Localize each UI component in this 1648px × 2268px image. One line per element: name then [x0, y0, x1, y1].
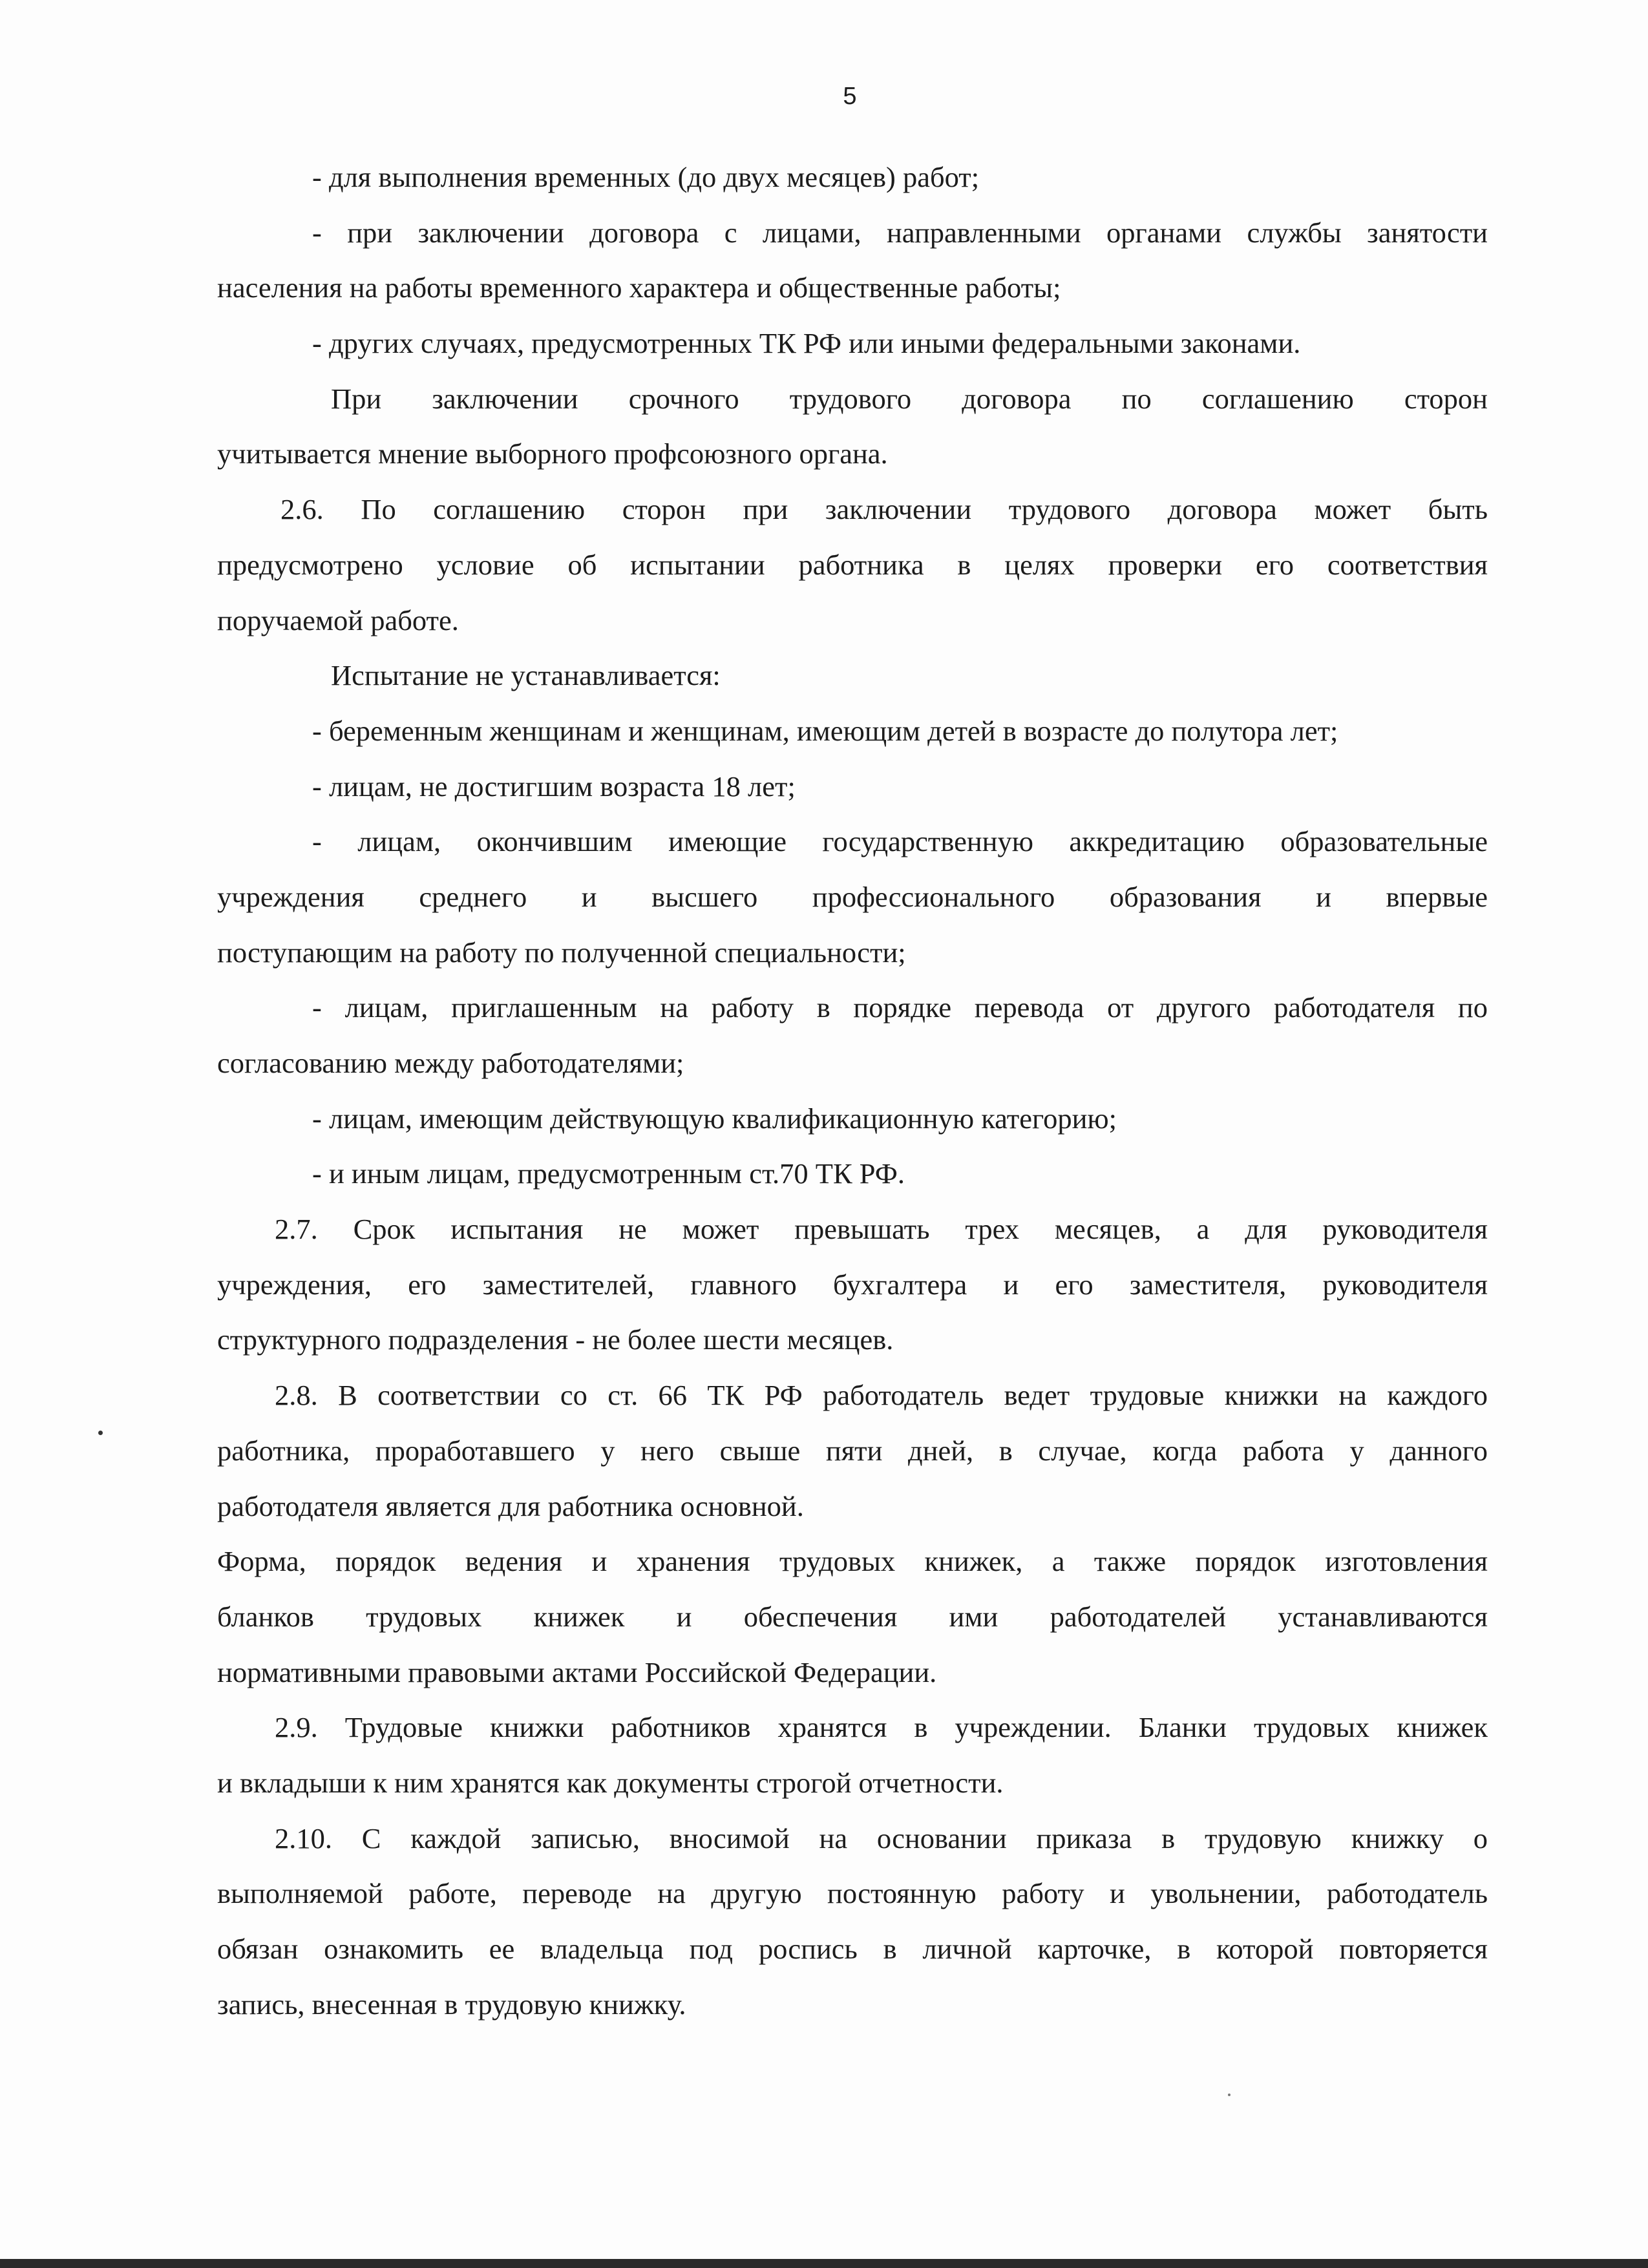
text-line: обязан ознакомить ее владельца под роспись в личной карточке, в которой повторяется — [217, 1933, 1488, 1965]
text-line: - лицам, окончившим имеющие государственную аккредитацию образовательные — [312, 825, 1488, 858]
text-line: - при заключении договора с лицами, направленными органами службы занятости — [312, 216, 1488, 249]
text-line: - для выполнения временных (до двух месяцев) работ; — [312, 161, 980, 193]
text-line: - и иным лицам, предусмотренным ст.70 ТК РФ. — [312, 1157, 905, 1190]
text-line: - лицам, не достигшим возраста 18 лет; — [312, 770, 796, 803]
text-line: Форма, порядок ведения и хранения трудовых книжек, а также порядок изготовления — [217, 1545, 1488, 1578]
text-line: работника, проработавшего у него свыше пяти дней, в случае, когда работа у данного — [217, 1434, 1488, 1467]
text-line: выполняемой работе, переводе на другую постоянную работу и увольнении, работодатель — [217, 1877, 1488, 1910]
text-line: поступающим на работу по полученной специальности; — [217, 936, 906, 969]
text-line: предусмотрено условие об испытании работника в целях проверки его соответствия — [217, 548, 1488, 581]
scan-speck — [1228, 2094, 1231, 2096]
text-line: структурного подразделения - не более шести месяцев. — [217, 1323, 894, 1356]
text-line: - беременным женщинам и женщинам, имеющим детей в возрасте до полутора лет; — [312, 714, 1338, 747]
text-line: населения на работы временного характера и общественные работы; — [217, 271, 1061, 304]
text-line: 2.10. С каждой записью, вносимой на основании приказа в трудовую книжку о — [275, 1822, 1488, 1854]
text-line: учреждения среднего и высшего профессионального образования и впервые — [217, 880, 1488, 913]
text-line: бланков трудовых книжек и обеспечения ими работодателей устанавливаются — [217, 1600, 1488, 1633]
text-line: 2.6. По соглашению сторон при заключении трудового договора может быть — [280, 493, 1488, 526]
text-line: 2.8. В соответствии со ст. 66 ТК РФ работодатель ведет трудовые книжки на каждого — [275, 1379, 1488, 1412]
text-line: Испытание не устанавливается: — [331, 659, 721, 692]
text-line: - других случаях, предусмотренных ТК РФ или иными федеральными законами. — [312, 327, 1301, 360]
text-line: запись, внесенная в трудовую книжку. — [217, 1988, 686, 2021]
text-line: 2.7. Срок испытания не может превышать трех месяцев, а для руководителя — [275, 1213, 1488, 1246]
scan-edge — [0, 2259, 1648, 2268]
text-line: поручаемой работе. — [217, 604, 459, 636]
text-line: 2.9. Трудовые книжки работников хранятся в учреждении. Бланки трудовых книжек — [275, 1711, 1488, 1744]
text-line: учитывается мнение выборного профсоюзного органа. — [217, 437, 888, 470]
text-line: учреждения, его заместителей, главного бухгалтера и его заместителя, руководителя — [217, 1268, 1488, 1301]
page-number: 5 — [843, 83, 857, 110]
scan-speck — [98, 1431, 103, 1435]
text-line: работодателя является для работника основной. — [217, 1489, 804, 1522]
document-body — [217, 150, 1488, 2032]
text-line: и вкладыши к ним хранятся как документы строгой отчетности. — [217, 1766, 1004, 1799]
text-line: При заключении срочного трудового договора по соглашению сторон — [331, 382, 1488, 415]
text-line: - лицам, имеющим действующую квалификационную категорию; — [312, 1102, 1117, 1135]
text-line: - лицам, приглашенным на работу в порядке перевода от другого работодателя по — [312, 991, 1488, 1024]
text-line: согласованию между работодателями; — [217, 1047, 684, 1079]
text-line: нормативными правовыми актами Российской Федерации. — [217, 1655, 937, 1688]
